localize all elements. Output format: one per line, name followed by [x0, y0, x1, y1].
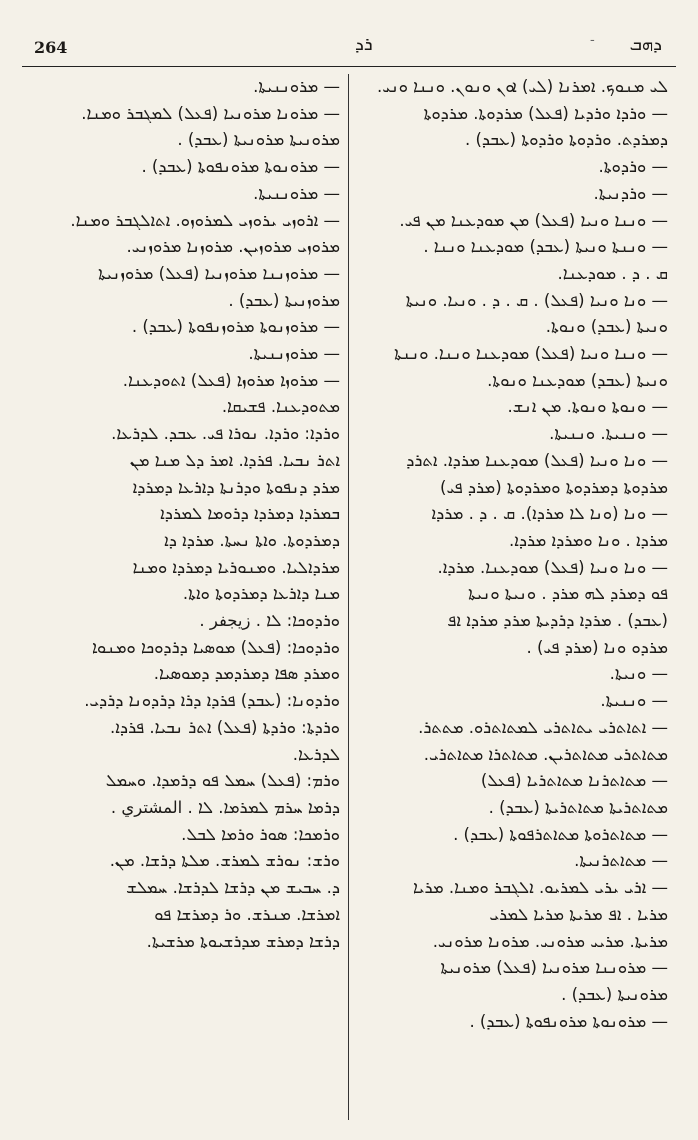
- running-head-dash: -: [590, 32, 595, 48]
- text-line: — ܡܪܘܙܢܢܐ ܡܪܘܙܢܝܐ (ܦܥܠ) ܡܪܘܙܢܝܬܐ: [98, 263, 340, 283]
- text-line: — ܘܢܢܝܬܐ. ܘܢܢܝܬܐ.: [549, 424, 668, 444]
- text-line: ܡܬܐܬܪܝ ܡܬܐܬܪܝܢ. ܡܬܐܬܪܐ ܡܬܐܬܪܝ.: [423, 744, 668, 764]
- text-line: ܡܪܕܘ ܘܢܐ (ܡܪܕ ܦܝ) .: [526, 637, 668, 657]
- text-line: ܐܡܪܫܐ. ܡܢܪܫ. ܘܪ ܕܡܪܫܐ ܦܘ: [154, 904, 340, 924]
- text-line: ܡܪܕ ܕܢܦܘܬܐ ܘܕܪܢܬܐ ܕܐܪܥܐ ܕܡܪܕܐ: [132, 477, 340, 497]
- text-line: — ܘܢܐ ܘܢܝܐ (ܦܥܠ) ܡܘܕܥܢܐ. ܡܪܕܐ.: [437, 557, 668, 577]
- text-line: — ܘܢܢܝܬܐ.: [600, 691, 668, 711]
- text-line: ܠܝ ܡܢܘܟ. ܐܡܪܢܐ (ܠܝ) ܐܘܢ ܘܢܘܢ. ܘܢܢܐ ܘܢܝ.: [377, 77, 668, 96]
- text-line: ܘܪܡ: (ܦܥܠ) ܚܡܠ ܦܘ ܕܪܡܕܐ. ܘܚܡܠ: [105, 771, 340, 791]
- two-column-body: [22, 74, 676, 1120]
- text-line: ܕ. ܚܒܝܫ ܡܢ ܕܪܫܐ ܠܕܪܫܐ. ܚܡܠܫ: [126, 878, 340, 898]
- running-head-right: ܕܗܒ: [629, 34, 662, 55]
- text-line: — ܡܪܘܢܢܐ ܡܪܘܢܝܐ (ܦܥܠ) ܡܪܘܢܝܬܐ: [440, 958, 668, 978]
- text-line: ܡܪܝܐ . ܐܦ ܡܪܝܬܐ ܡܪܝܐ ܠܡܪܝ: [489, 904, 668, 924]
- text-line: — ܡܪܘܢܐ ܡܪܘܢܝܐ (ܦܥܠ) ܠܡܓܒܪ ܘܡܢܐ.: [81, 103, 340, 123]
- text-line: — ܘܢܐ ܘܢܝܐ (ܦܥܠ) ܡܘܕܥܢܐ ܡܪܕܐ. ܐܬܪܕ: [406, 450, 668, 470]
- text-line: — ܘܢܘܬܐ ܘܢܘܬܐ. ܡܢ ܐܢܫ.: [507, 397, 668, 417]
- text-line: — ܘܪܕܐ ܘܪܕܝܐ (ܦܥܠ) ܡܪܕܘܬܐ. ܡܪܕܘܬܐ: [423, 103, 668, 123]
- text-line: ܡܬܘܕܥܢܐ. ܦܫܝܩܐ.: [221, 397, 340, 417]
- text-line: — ܘܢܐ (ܘܢܐ ܠܐ ܡܪܕܐ). ܩ . ܕ . ܡܪܕܐ: [431, 504, 668, 524]
- text-line: ܕܪܫܐ ܕܡܪܫ ܡܕܪܫܝܘܬܐ ܡܪܫܝܬܐ.: [146, 931, 340, 951]
- left-column: [22, 74, 349, 1120]
- page-header: [22, 30, 676, 60]
- page-number: 264: [34, 38, 68, 57]
- text-line: — ܡܬܐܬܪܢܐ ܡܬܐܬܪܝܐ (ܦܥܠ): [480, 771, 668, 791]
- text-line: ܒܡܪܕܐ ܕܡܪܕܐ ܕܪܘܡܐ ܠܡܪܕܐ: [160, 504, 340, 524]
- text-line: ܡܪܕܐܠܝܐ. ܘܡܢܘܪܝܐ ܕܡܪܕܐ ܘܡܢܐ: [132, 557, 340, 577]
- text-line: ܐܬܪ ܢܒܝܐ. ܦܪܕܐ. ܐܡܪ ܕܠ ܡܢܐ ܡܢ: [129, 450, 340, 470]
- text-line: — ܘܢܝܬܐ.: [609, 664, 668, 684]
- header-rule: [22, 66, 676, 67]
- text-line: ܩ . ܕ . ܡܘܕܥܢܐ.: [557, 263, 668, 283]
- text-line: — ܘܢܢܐ ܘܢܝܐ (ܦܥܠ) ܡܘܕܥܢܐ ܘܢܢܐ. ܘܢܢܬܐ: [394, 344, 668, 364]
- text-line: — ܐܪܘܙܝ ܝܪܘܙܝ ܠܡܪܘܙܘ. ܐܬܐܠܓܒܪ ܘܡܢܐ.: [70, 210, 340, 230]
- text-line: — ܡܪܘܢܢܝܬܐ.: [253, 183, 340, 203]
- text-line: — ܡܪܘܢܢܝܬܐ.: [253, 77, 340, 96]
- text-line: — ܡܪܘܢܘܬܐ ܡܪܘܢܦܘܬܐ (ܥܒܕ) .: [141, 157, 340, 177]
- text-line: ܡܪܘܙܢܝܬܐ (ܥܒܕ) .: [228, 290, 340, 310]
- text-line: ܦܘ ܕܡܪܕ ܠܗ ܡܪܕ . ܘܢܝܬܐ ܘܢܝܬܐ: [468, 584, 668, 604]
- text-line: — ܡܪܘܢܘܬܐ ܡܪܘܢܦܘܬܐ (ܥܒܕ) .: [469, 1011, 668, 1031]
- text-line: — ܘܢܐ ܘܢܝܐ (ܦܥܠ) . ܩ . ܕ . ܘܢܝܐ. ܘܢܝܬܐ: [405, 290, 668, 310]
- text-line: — ܘܪܕܘܬܐ.: [598, 157, 668, 177]
- text-line: ܘܢܝܬܐ (ܥܒܕ) ܘܢܘܬܐ.: [545, 317, 668, 337]
- text-line: — ܡܬܐܬܪܘܬܐ ܡܬܐܬܪܦܘܬܐ (ܥܒܕ) .: [453, 824, 668, 844]
- text-line: — ܐܪܝ ܝܪܝ ܠܡܪܝܘ. ܐܠܓܒܪ ܘܡܢܐ. ܡܪܝܐ: [412, 878, 668, 898]
- text-line: ܕܡܪܕܬ. ܘܪܕܘܬܐ ܘܪܕܘܬܐ (ܥܒܕ) .: [464, 130, 668, 150]
- text-line: ܘܪܕܘܟܐ: (ܦܥܠ) ܡܘܣܝܐ ܕܪܕܘܟܐ ܘܡܢܘܐ: [91, 637, 340, 657]
- text-line: ܡܪܝܬܐ. ܡܪܝܝ ܡܪܘܢܝ. ܡܪܘܢܐ ܡܪܘܢܝ.: [432, 931, 668, 951]
- text-line: ܘܢܝܬܐ (ܥܒܕ) ܡܘܕܥܢܐ ܘܢܘܬܐ.: [487, 370, 668, 390]
- running-head-center: ܪܕ: [355, 34, 373, 55]
- text-line: — ܐܬܐܬܪܝ ܝܬܐܬܪܝ ܠܡܬܐܬܪܘ. ܡܬܬܪ.: [418, 717, 668, 737]
- text-line: ܕܡܪܕܘܬܐ. ܘܐܬܐ ܢܚܬܐ. ܡܪܕܐ ܕܐ: [164, 530, 340, 550]
- text-line: ܠܕܪܥܐ.: [292, 744, 340, 764]
- text-line: — ܡܬܐܬܪܢܝܬܐ.: [574, 851, 668, 871]
- text-line: ܘܪܕܘܢܐ: (ܥܒܕ) ܦܪܕܐ ܕܪܐ ܕܪܕܘܢܐ ܕܪܕܝ.: [84, 691, 340, 711]
- text-line: ܡܢܐ ܕܐܪܥܐ ܕܡܪܕܘܬܐ ܘܐܬܐ.: [182, 584, 340, 604]
- text-line: ܡܪܘܙܝ ܡܪܘܙܝܢ. ܡܪܘܙܢܐ ܡܪܘܙܢܝ.: [126, 237, 340, 257]
- text-line: (ܥܒܕ) . ܡܪܕܐ ܕܪܕܝܬܐ ܡܪܕ ܡܪܕܐ ܐܦ: [447, 611, 668, 631]
- text-line: ܕܪܡܐ ܚܪܡ ܠܡܪܡܐ. ܠܐ . المشتري .: [110, 797, 340, 817]
- text-line: ܡܬܐܬܪܝܬܐ ܡܬܐܬܪܝܬܐ (ܥܒܕ) .: [488, 797, 668, 817]
- text-line: — ܘܢܢܬܐ ܘܢܝܬܐ (ܥܒܕ) ܡܘܕܥܢܐ ܘܢܢܐ .: [423, 237, 668, 257]
- text-line: ܡܪܕܘܬܐ ܕܡܪܕܘܬܐ ܘܡܪܕܘܬܐ (ܡܪܕ ܦܝ): [440, 477, 668, 497]
- text-line: — ܡܪܘܙܐ ܡܪܘܙܐ (ܦܥܠ) ܐܬܘܕܥܢܐ.: [122, 370, 340, 390]
- text-line: — ܘܢܢܐ ܘܢܝܐ (ܦܥܠ) ܡܢ ܡܘܕܥܢܐ ܡܢ ܦܝ.: [399, 210, 668, 230]
- text-line: ܘܪܡܟܐ: ܣܘܪ ܘܪܡܐ ܠܒܠ.: [181, 824, 340, 844]
- text-line: — ܡܪܘܙܢܢܝܬܐ.: [248, 344, 340, 364]
- text-line: — ܘܪܕܢܝܬܐ.: [593, 183, 668, 203]
- text-line: ܘܪܕܬܐ: ܘܪܕܬܐ (ܦܥܠ) ܐܬܪ ܢܒܝܐ. ܦܪܕܐ.: [110, 717, 340, 737]
- text-line: ܡܪܕܐ . ܘܢܐ ܘܡܪܕܐ ܡܪܕܐ.: [509, 530, 668, 550]
- text-line: — ܡܪܘܙܢܘܬܐ ܡܪܘܙܢܦܘܬܐ (ܥܒܕ) .: [131, 317, 340, 337]
- text-line: ܘܪܕܘܟܐ: ܠܐ . زيجفر .: [199, 611, 340, 631]
- text-line: ܘܪܫ: ܢܘܪܫ ܠܡܪܫ. ܡܠܬܐ ܕܪܫܐ. ܡܢ.: [109, 851, 340, 871]
- text-line: ܘܡܪܕ ܣܦܐ ܕܡܪܕܡܕ ܕܡܘܣܝܐ.: [153, 664, 340, 684]
- text-line: ܡܪܘܢܝܬܐ (ܥܒܕ) .: [561, 984, 668, 1004]
- right-column: [349, 74, 676, 1120]
- text-line: ܘܪܕܐ: ܘܪܕܐ. ܢܘܪܐ ܦܝ. ܥܒܕ. ܠܕܪܥܐ.: [111, 424, 340, 444]
- text-line: ܡܪܘܢܝܬܐ ܡܪܘܢܝܬܐ (ܥܒܕ) .: [177, 130, 340, 150]
